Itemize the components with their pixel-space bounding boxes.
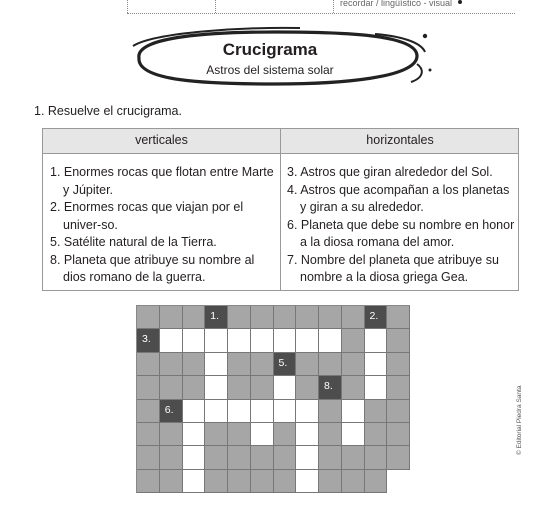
blocked-cell	[365, 400, 388, 423]
answer-cell[interactable]	[183, 470, 206, 493]
divider	[333, 0, 334, 13]
blocked-cell	[228, 306, 251, 329]
column-divider	[280, 129, 281, 290]
blocked-cell	[319, 306, 342, 329]
answer-cell[interactable]	[205, 353, 228, 376]
answer-cell[interactable]	[274, 400, 297, 423]
answer-cell[interactable]	[183, 423, 206, 446]
answer-cell[interactable]	[183, 329, 206, 352]
blocked-cell	[137, 306, 160, 329]
horizontales-list	[287, 164, 515, 287]
clue-number: 5.	[278, 356, 288, 369]
page-subtitle: Astros del sistema solar	[206, 63, 334, 77]
answer-cell[interactable]	[296, 446, 319, 469]
answer-cell[interactable]	[365, 376, 388, 399]
blocked-cell	[160, 446, 183, 469]
blocked-cell	[296, 306, 319, 329]
answer-cell[interactable]	[274, 329, 297, 352]
blocked-cell	[342, 470, 365, 493]
clue-item: 3. Astros que giran alrededor del Sol.	[287, 165, 493, 179]
blocked-cell	[228, 423, 251, 446]
blocked-cell	[387, 423, 410, 446]
clue-item: 4. Astros que acompañan a los planetas y giran a su alrededor.	[287, 182, 510, 214]
blocked-cell	[342, 353, 365, 376]
divider	[127, 13, 515, 14]
blocked-cell	[160, 423, 183, 446]
answer-cell[interactable]	[296, 329, 319, 352]
clue-number: 3.	[142, 333, 151, 346]
blocked-cell	[137, 470, 160, 493]
blocked-cell	[387, 376, 410, 399]
blocked-cell	[296, 353, 319, 376]
answer-cell[interactable]	[183, 400, 206, 423]
answer-cell[interactable]	[228, 400, 251, 423]
answer-cell[interactable]	[251, 329, 274, 352]
clue-item: 8. Planeta que atribuye su nombre al dios romano de la guerra.	[50, 252, 255, 284]
blocked-cell	[251, 376, 274, 399]
title-banner	[125, 26, 433, 90]
blocked-cell	[274, 306, 297, 329]
blocked-cell	[274, 446, 297, 469]
answer-cell[interactable]	[251, 400, 274, 423]
blocked-cell	[183, 353, 206, 376]
blocked-cell	[160, 306, 183, 329]
answer-cell[interactable]	[342, 423, 365, 446]
blocked-cell	[319, 470, 342, 493]
blocked-cell	[319, 353, 342, 376]
clue-number: 1.	[210, 310, 220, 322]
blocked-cell	[228, 470, 251, 493]
blocked-cell	[160, 470, 183, 493]
answer-cell[interactable]	[205, 329, 228, 352]
blocked-cell	[387, 446, 410, 469]
blocked-cell	[274, 423, 297, 446]
blocked-cell	[387, 400, 410, 423]
verticales-list	[50, 164, 278, 287]
blocked-cell	[274, 470, 297, 493]
answer-cell[interactable]	[183, 446, 206, 469]
publisher-credit: © Editorial Piedra Santa	[516, 385, 523, 455]
blocked-cell	[387, 353, 410, 376]
blocked-cell	[319, 446, 342, 469]
blocked-cell	[137, 353, 160, 376]
bullet-dot	[458, 0, 462, 4]
answer-cell[interactable]	[296, 470, 319, 493]
blocked-cell	[183, 306, 206, 329]
blocked-cell	[251, 353, 274, 376]
blocked-cell	[137, 376, 160, 399]
clue-number-cell	[319, 376, 342, 399]
page-title: Crucigrama	[222, 40, 318, 59]
clue-item: 2. Enormes rocas que viajan por el univer-so.	[50, 200, 244, 232]
blocked-cell	[365, 446, 388, 469]
clue-number: 2.	[369, 310, 379, 322]
answer-cell[interactable]	[274, 376, 297, 399]
answer-cell[interactable]	[296, 400, 319, 423]
crossword-grid	[136, 305, 410, 493]
blocked-cell	[251, 306, 274, 329]
blocked-cell	[160, 376, 183, 399]
blocked-cell	[205, 446, 228, 469]
answer-cell[interactable]	[342, 400, 365, 423]
blocked-cell	[296, 376, 319, 399]
blocked-cell	[228, 376, 251, 399]
blocked-cell	[342, 306, 365, 329]
clue-number-cell	[205, 306, 228, 329]
answer-cell[interactable]	[365, 329, 388, 352]
blocked-cell	[137, 400, 160, 423]
clue-number-cell	[365, 306, 388, 329]
clue-item: 6. Planeta que debe su nombre en honor a la diosa romana del amor.	[287, 217, 515, 249]
blocked-cell	[137, 423, 160, 446]
clue-item: 7. Nombre del planeta que atribuye su nombre a la diosa griega Gea.	[287, 252, 499, 284]
blocked-cell	[205, 423, 228, 446]
blocked-cell	[319, 423, 342, 446]
blocked-cell	[137, 446, 160, 469]
blocked-cell	[183, 376, 206, 399]
answer-cell[interactable]	[160, 329, 183, 352]
horizontales-header: horizontales	[366, 133, 434, 147]
header-strip	[0, 0, 550, 14]
blocked-cell	[365, 470, 388, 493]
clue-item: 1. Enormes rocas que flotan entre Marte y Júpiter.	[50, 165, 274, 197]
clue-item: 5. Satélite natural de la Tierra.	[50, 235, 217, 249]
blocked-cell	[387, 306, 410, 329]
blocked-cell	[251, 470, 274, 493]
answer-cell[interactable]	[228, 329, 251, 352]
clue-number-cell	[137, 329, 160, 352]
clue-table	[42, 128, 519, 291]
blocked-cell	[387, 329, 410, 352]
clue-number: 8.	[324, 380, 333, 393]
blocked-cell	[205, 470, 228, 493]
divider	[127, 0, 128, 13]
clue-number: 6.	[164, 403, 174, 416]
blocked-cell	[365, 423, 388, 446]
skills-tag: recordar / lingüístico - visual	[340, 0, 453, 8]
blocked-cell	[342, 329, 365, 352]
blocked-cell	[251, 446, 274, 469]
blocked-cell	[319, 400, 342, 423]
blocked-cell	[228, 353, 251, 376]
blocked-cell	[342, 376, 365, 399]
blocked-cell	[228, 446, 251, 469]
instruction: 1. Resuelve el crucigrama.	[34, 104, 182, 118]
blocked-cell	[342, 446, 365, 469]
clue-number-cell	[160, 400, 183, 423]
answer-cell[interactable]	[205, 400, 228, 423]
answer-cell[interactable]	[365, 353, 388, 376]
divider	[215, 0, 216, 13]
blocked-cell	[160, 353, 183, 376]
clue-number-cell	[274, 353, 297, 376]
answer-cell[interactable]	[296, 423, 319, 446]
answer-cell[interactable]	[251, 423, 274, 446]
verticales-header: verticales	[135, 133, 188, 147]
answer-cell[interactable]	[205, 376, 228, 399]
answer-cell[interactable]	[319, 329, 342, 352]
